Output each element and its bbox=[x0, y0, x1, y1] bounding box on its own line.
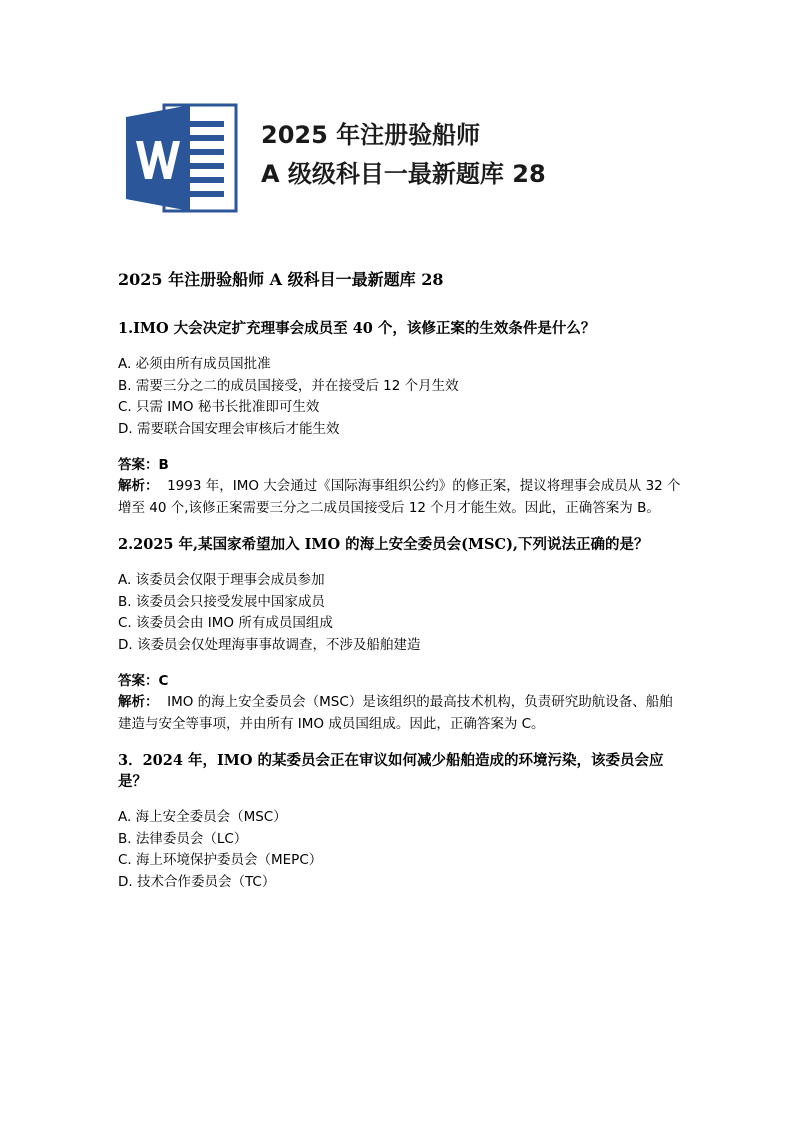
analysis-2 bbox=[118, 692, 683, 735]
options-list bbox=[118, 354, 683, 440]
analysis-label: 解析： bbox=[118, 478, 159, 494]
header-title bbox=[261, 116, 546, 194]
question-1: 1.IMO 大会决定扩充理事会成员至 40 个，该修正案的生效条件是什么？ bbox=[118, 320, 596, 337]
answer-label: 答案： bbox=[118, 457, 159, 473]
analysis-1 bbox=[118, 476, 683, 519]
question-3: 3．2024 年，IMO 的某委员会正在审议如何减少船舶造成的环境污染，该委员会应是？ bbox=[118, 752, 664, 790]
document-header bbox=[124, 103, 724, 215]
option-a: A. 海上安全委员会（MSC） bbox=[118, 809, 287, 825]
answer-2 bbox=[118, 671, 683, 692]
analysis-label: 解析： bbox=[118, 694, 159, 710]
word-document-icon bbox=[124, 103, 239, 213]
answer-1 bbox=[118, 455, 683, 476]
option-b: B. 法律委员会（LC） bbox=[118, 830, 248, 847]
option-d: D. 该委员会仅处理海事事故调查，不涉及船舶建造 bbox=[118, 636, 421, 653]
option-b: B. 该委员会只接受发展中国家成员 bbox=[118, 593, 325, 610]
analysis-text: IMO 的海上安全委员会（MSC）是该组织的最高技术机构，负责研究助航设备、船舶建造与安全等事项，并由所有 IMO 成员国组成。因此，正确答案为 C。 bbox=[118, 694, 673, 732]
options-list bbox=[118, 807, 683, 893]
option-b: B. 需要三分之二的成员国接受，并在接受后 12 个月生效 bbox=[118, 377, 459, 394]
answer-label: 答案： bbox=[118, 673, 159, 689]
question-2: 2.2025 年,某国家希望加入 IMO 的海上安全委员会(MSC),下列说法正确的是？ bbox=[118, 536, 649, 553]
document-body bbox=[118, 268, 683, 908]
option-c: C. 该委员会由 IMO 所有成员国组成 bbox=[118, 615, 333, 631]
analysis-text: 1993 年，IMO 大会通过《国际海事组织公约》的修正案，提议将理事会成员从 32 个增至 40 个,该修正案需要三分之二成员国接受后 12 个月才能生效。因此，正确答案为 B。 bbox=[118, 478, 681, 516]
header-title-line2: A 级级科目一最新题库 28 bbox=[261, 160, 546, 188]
header-title-line1: 2025 年注册验船师 bbox=[261, 121, 481, 149]
option-c: C. 海上环境保护委员会（MEPC） bbox=[118, 852, 323, 868]
option-a: A. 必须由所有成员国批准 bbox=[118, 356, 271, 372]
document-title: 2025 年注册验船师 A 级科目一最新题库 28 bbox=[118, 270, 444, 289]
options-list bbox=[118, 570, 683, 656]
answer-value: C bbox=[158, 673, 169, 689]
option-d: D. 需要联合国安理会审核后才能生效 bbox=[118, 420, 340, 437]
answer-value: B bbox=[158, 457, 169, 473]
option-a: A. 该委员会仅限于理事会成员参加 bbox=[118, 572, 325, 588]
option-d: D. 技术合作委员会（TC） bbox=[118, 873, 276, 890]
option-c: C. 只需 IMO 秘书长批准即可生效 bbox=[118, 399, 320, 415]
